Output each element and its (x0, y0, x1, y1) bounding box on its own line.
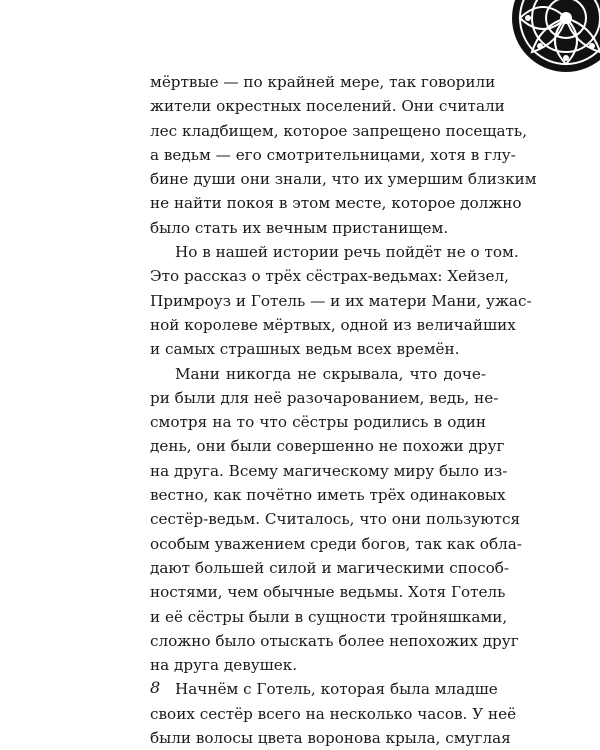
text-line: ной королеве мёртвых, одной из величайших (150, 315, 516, 334)
text-line: сложно было отыскать более непохожих друг (150, 631, 519, 650)
text-line: ностями, чем обычные ведьмы. Хотя Готель (150, 583, 506, 602)
text-line: своих сестёр всего на несколько часов. У неё (150, 704, 517, 723)
text-line: сестёр-ведьм. Считалось, что они пользуются (150, 510, 521, 529)
text-line: вестно, как почётно иметь трёх одинаковых (150, 486, 506, 505)
text-line: Мани никогда не скрывала, что доче- (175, 364, 486, 383)
text-line: на друга девушек. (150, 656, 298, 675)
text-line: жители окрестных поселений. Они считали (150, 97, 505, 116)
page-number: 8 (150, 678, 161, 697)
text-line: смотря на то что сёстры родились в один (150, 413, 486, 432)
text-line: Начнём с Готель, которая была младше (175, 680, 498, 699)
text-line: Примроуз и Готель — и их матери Мани, ужас- (150, 291, 532, 310)
text-line: особым уважением среди богов, так как обла- (150, 534, 522, 553)
text-line: день, они были совершенно не похожи друг (150, 437, 505, 456)
text-line: а ведьм — его смотрительницами, хотя в глу- (150, 145, 516, 164)
text-line: были волосы цвета воронова крыла, смуглая (150, 729, 511, 748)
text-line: Но в нашей истории речь пойдёт не о том. (175, 243, 519, 262)
text-line: и самых страшных ведьм всех времён. (150, 340, 460, 359)
text-line: было стать их вечным пристанищем. (150, 218, 449, 237)
text-line: мёртвые — по крайней мере, так говорили (150, 73, 496, 91)
text-line: и её сёстры были в сущности тройняшками, (150, 607, 508, 626)
text-line: ри были для неё разочарованием, ведь, не- (150, 388, 499, 407)
text-line: дают большей силой и магическими способ- (150, 558, 509, 577)
text-line: не найти покоя в этом месте, которое должно (150, 194, 522, 213)
text-line: лес кладбищем, которое запрещено посещать, (150, 121, 528, 140)
body-text (150, 70, 537, 750)
text-line: бине души они знали, что их умершим близким (150, 170, 537, 189)
text-line: на друга. Всему магическому миру было из- (150, 461, 508, 480)
text-line: Это рассказ о трёх сёстрах-ведьмах: Хейзел, (150, 267, 509, 286)
